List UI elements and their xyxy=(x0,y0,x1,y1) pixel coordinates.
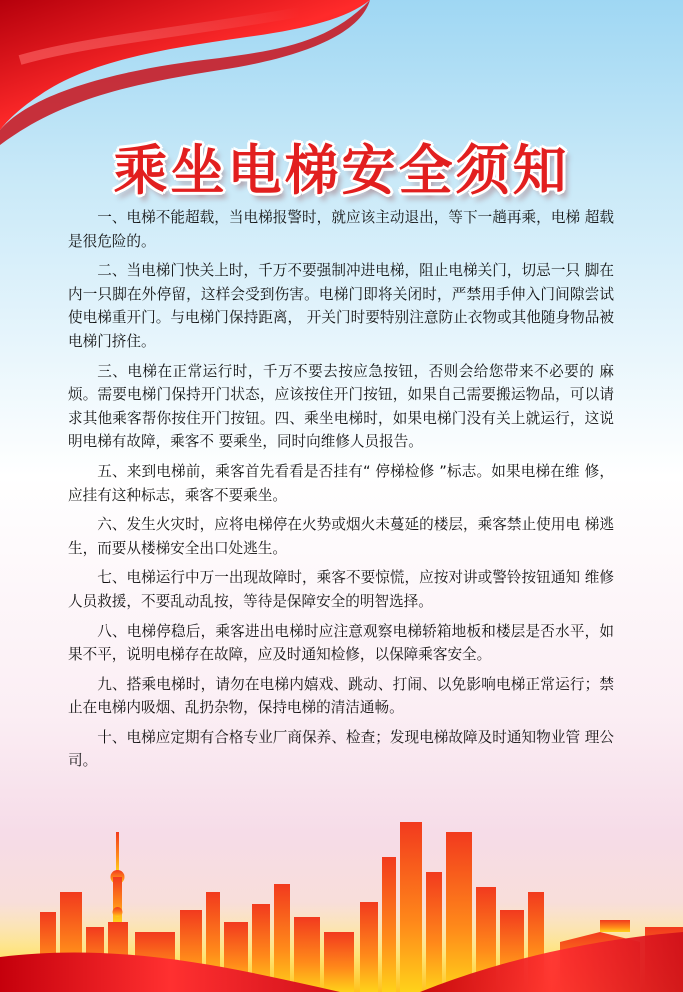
notice-body xyxy=(68,206,614,779)
rule-paragraph: 九、搭乘电梯时，请勿在电梯内嬉戏、跳动、打闹、以免影响电梯正常运行；禁止在电梯内吸烟、乱扔杂物，保持电梯的清洁通畅。 xyxy=(68,675,614,717)
rule-paragraph: 六、发生火灾时，应将电梯停在火势或烟火未蔓延的楼层，乘客禁止使用电 梯逃生，而要从楼梯安全出口处逃生。 xyxy=(68,516,614,557)
poster-title: 乘坐电梯安全须知 xyxy=(113,139,570,202)
rule-paragraph: 一、电梯不能超载，当电梯报警时，就应该主动退出，等下一趟再乘，电梯 超载是很危险的。 xyxy=(68,209,614,250)
city-skyline-decoration xyxy=(0,792,683,992)
rule-paragraph: 八、电梯停稳后，乘客进出电梯时应注意观察电梯轿箱地板和楼层是否水平，如果不平，说明电梯存在故障，应及时通知检修，以保障乘客安全。 xyxy=(68,622,614,664)
rule-paragraph: 二、当电梯门快关上时，千万不要强制冲进电梯，阻止电梯关门，切忌一只 脚在内一只脚在外停留，这样会受到伤害。电梯门即将关闭时，严禁用手伸入门间隙尝试使电梯重开门。与电梯门保持距离， 开关门时要特别注意防止衣物或其他随身物品被电梯门挤住。 xyxy=(68,262,614,350)
rule-paragraph: 十、电梯应定期有合格专业厂商保养、检查；发现电梯故障及时通知物业管 理公司。 xyxy=(68,728,614,770)
rule-paragraph: 五、来到电梯前，乘客首先看看是否挂有“ 停梯检修 ”标志。如果电梯在维 修，应挂有这种标志，乘客不要乘坐。 xyxy=(68,462,614,504)
rule-paragraph: 七、电梯运行中万一出现故障时，乘客不要惊慌，应按对讲或警铃按钮通知 维修人员救援，不要乱动乱按，等待是保障安全的明智选择。 xyxy=(68,569,614,610)
rule-paragraph: 三、电梯在正常运行时，千万不要去按应急按钮，否则会给您带来不必要的 麻烦。需要电梯门保持开门状态，应该按住开门按钮，如果自己需要搬运物品，可以请求其他乘客帮你按住开门按钮。四、乘坐电梯时，如果电梯门没有关上就运行，这说明电梯有故障，乘客不 要乘坐，同时向维修人员报告。 xyxy=(68,362,614,451)
